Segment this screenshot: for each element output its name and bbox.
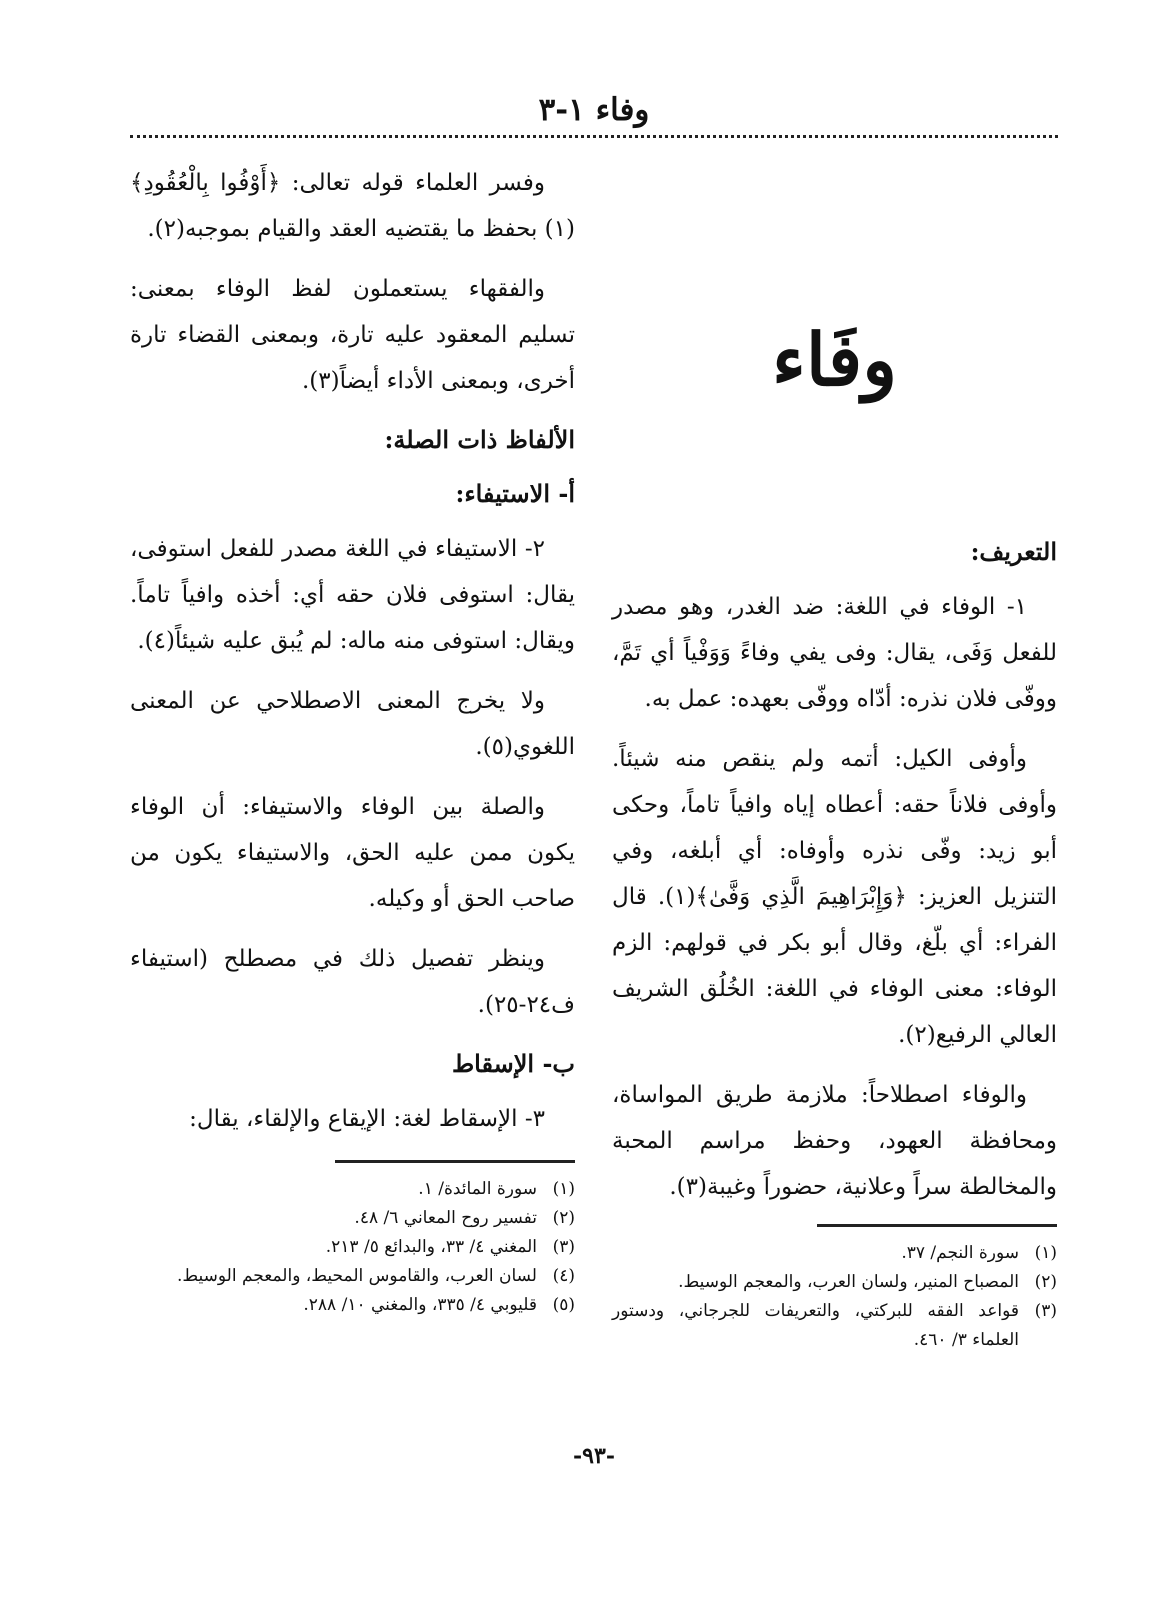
- footnote: (٢)تفسير روح المعاني ٦/ ٤٨.: [354, 1208, 575, 1228]
- footnote: (٣)المغني ٤/ ٣٣، والبدائع ٥/ ٢١٣.: [325, 1237, 575, 1257]
- footnote: (٣)قواعد الفقه للبركتي، والتعريفات للجرجاني، ودستور العلماء ٣/ ٤٦٠.: [612, 1301, 1057, 1350]
- header-dotted-rule: [130, 135, 1058, 138]
- paragraph: ٣- الإسقاط لغة: الإيقاع والإلقاء، يقال:: [189, 1106, 545, 1132]
- section-heading-related-terms: الألفاظ ذات الصلة:: [384, 425, 575, 454]
- paragraph: والفقهاء يستعملون لفظ الوفاء بمعنى: تسليم المعقود عليه تارة، وبمعنى القضاء تارة أخرى، وبمعنى الأداء أيضاً(٣).: [130, 276, 575, 394]
- footnote: (١)سورة المائدة/ ١.: [418, 1179, 575, 1199]
- paragraph: ولا يخرج المعنى الاصطلاحي عن المعنى اللغوي(٥).: [130, 688, 575, 760]
- footnote-rule: [817, 1224, 1057, 1227]
- paragraph: والصلة بين الوفاء والاستيفاء: أن الوفاء يكون ممن عليه الحق، والاستيفاء يكون من صاحب الحق أو وكيله.: [130, 794, 575, 912]
- footnote: (٤)لسان العرب، والقاموس المحيط، والمعجم الوسيط.: [176, 1266, 575, 1286]
- paragraph: وينظر تفصيل ذلك في مصطلح (استيفاء ف٢٤-٢٥).: [130, 946, 575, 1018]
- paragraph: وفسر العلماء قوله تعالى: ﴿أَوْفُوا بِالْعُقُودِ﴾(١) بحفظ ما يقتضيه العقد والقيام بموجبه(٢).: [130, 170, 575, 242]
- subheading-isqat: ب- الإسقاط: [451, 1049, 575, 1078]
- paragraph: والوفاء اصطلاحاً: ملازمة طريق المواساة، ومحافظة العهود، وحفظ مراسم المحبة والمخالطة سراً وعلانية، حضوراً وغيبة(٣).: [612, 1082, 1057, 1200]
- paragraph: ١- الوفاء في اللغة: ضد الغدر، وهو مصدر للفعل وَفَى، يقال: وفى يفي وفاءً وَوَفْياً أي تَمَّ، ووفّى فلان نذره: أدّاه ووفّى بعهده: عمل به.: [612, 594, 1057, 712]
- section-heading-definition: التعريف:: [970, 537, 1057, 566]
- entry-title: وفَاء: [772, 317, 897, 402]
- paragraph: وأوفى الكيل: أتمه ولم ينقص منه شيئاً. وأوفى فلاناً حقه: أعطاه إياه وافياً تاماً، وحكى أبو زيد: وفّى نذره وأوفاه: أي أبلغه، وفي التنزيل العزيز: ﴿وَإِبْرَاهِيمَ الَّذِي وَفَّىٰ﴾(١). قال الفراء: أي بلّغ، وقال أبو بكر في قولهم: الزم الوفاء: معنى الوفاء في اللغة: الخُلُق الشريف العالي الرفيع(٢).: [612, 746, 1057, 1048]
- running-header: وفاء ١-٣: [538, 92, 650, 128]
- subheading-istifa: أ- الاستيفاء:: [455, 479, 575, 508]
- footnote: (٢)المصباح المنير، ولسان العرب، والمعجم الوسيط.: [678, 1272, 1057, 1292]
- right-column: [612, 160, 1057, 1355]
- page-number: -٩٣-: [573, 1443, 615, 1469]
- paragraph: ٢- الاستيفاء في اللغة مصدر للفعل استوفى، يقال: استوفى فلان حقه أي: أخذه وافياً تاماً. ويقال: استوفى منه ماله: لم يُبق عليه شيئاً(٤).: [130, 536, 575, 654]
- footnote-rule: [335, 1160, 575, 1163]
- left-column: [130, 160, 575, 1320]
- footnote: (١)سورة النجم/ ٣٧.: [901, 1243, 1057, 1263]
- footnote: (٥)قليوبي ٤/ ٣٣٥، والمغني ١٠/ ٢٨٨.: [303, 1295, 575, 1315]
